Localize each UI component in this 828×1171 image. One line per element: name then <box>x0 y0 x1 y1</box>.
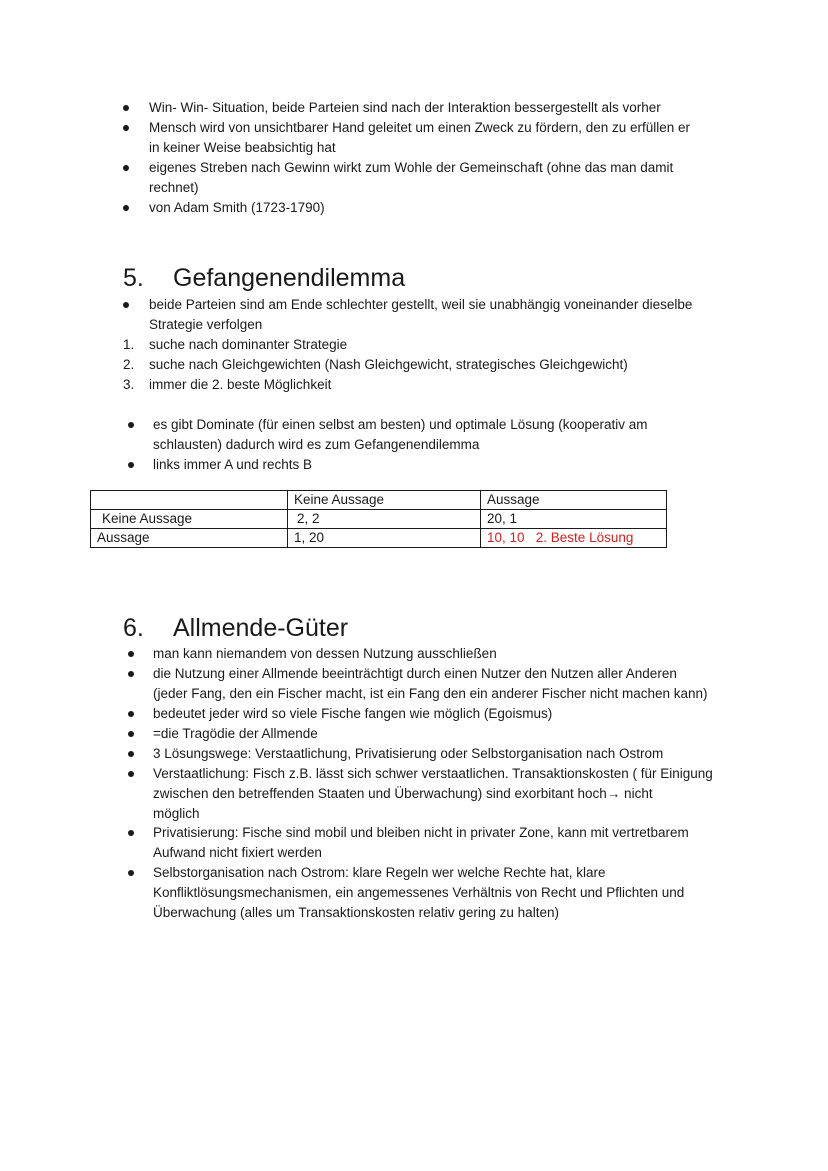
table-row <box>91 510 667 529</box>
bullet-icon <box>128 751 134 757</box>
section-6-line: =die Tragödie der Allmende <box>153 726 318 741</box>
bullet-icon <box>128 830 134 836</box>
intro-bullet-2-cont: in keiner Weise beabsichtig hat <box>149 140 336 155</box>
bullet-icon <box>123 165 129 171</box>
section-6-line: Überwachung (alles um Transaktionskosten relativ gering zu halten) <box>153 905 559 920</box>
intro-bullet-3: eigenes Streben nach Gewinn wirkt zum Wohle der Gemeinschaft (ohne das man damit <box>149 160 674 175</box>
section-6-line: bedeutet jeder wird so viele Fische fangen wie möglich (Egoismus) <box>153 706 553 721</box>
intro-bullet-3-cont: rechnet) <box>149 180 199 195</box>
section-6-line: Privatisierung: Fische sind mobil und bleiben nicht in privater Zone, kann mit vertretbarem <box>153 825 689 840</box>
step-text: suche nach Gleichgewichten (Nash Gleichgewicht, strategisches Gleichgewicht) <box>149 357 628 372</box>
section-5-bullet-1-cont: Strategie verfolgen <box>149 317 263 332</box>
section-5-bullet-1: beide Parteien sind am Ende schlechter gestellt, weil sie unabhängig voneinander dieselbe <box>149 297 693 312</box>
section-6-number: 6. <box>123 614 144 642</box>
payoff-table <box>90 490 667 548</box>
step-text: immer die 2. beste Möglichkeit <box>149 377 332 392</box>
section-5-number: 5. <box>123 264 144 292</box>
bullet-icon <box>128 870 134 876</box>
step-text: suche nach dominanter Strategie <box>149 337 348 352</box>
bullet-icon <box>128 462 134 468</box>
table-cell-highlight: 10, 10 2. Beste Lösung <box>481 529 667 548</box>
section-6-heading <box>123 612 348 644</box>
bullet-icon <box>123 302 129 308</box>
bullet-icon <box>123 125 129 131</box>
table-header-cell: Aussage <box>481 491 667 510</box>
bullet-icon <box>123 105 129 111</box>
bullet-icon <box>128 731 134 737</box>
section-6-line: zwischen den betreffenden Staaten und Überwachung) sind exorbitant hoch→ nicht <box>153 786 653 801</box>
table-row-label: Aussage <box>91 529 288 548</box>
section-6-title: Allmende-Güter <box>173 614 349 642</box>
step-number: 1. <box>123 337 135 352</box>
intro-bullet-1: Win- Win- Situation, beide Parteien sind nach der Interaktion bessergestellt als vorher <box>149 100 661 115</box>
intro-bullet-2: Mensch wird von unsichtbarer Hand geleitet um einen Zweck zu fördern, den zu erfüllen er <box>149 120 691 135</box>
section-6-line: 3 Lösungswege: Verstaatlichung, Privatisierung oder Selbstorganisation nach Ostrom <box>153 746 664 761</box>
table-row-label: Keine Aussage <box>91 510 288 529</box>
section-6-line: möglich <box>153 806 200 821</box>
section-5-bullet-2: es gibt Dominate (für einen selbst am besten) und optimale Lösung (kooperativ am <box>153 417 648 432</box>
section-5-heading <box>123 262 405 294</box>
section-6-line: man kann niemandem von dessen Nutzung ausschließen <box>153 646 497 661</box>
bullet-icon <box>128 651 134 657</box>
table-cell: 20, 1 <box>481 510 667 529</box>
section-6-line: die Nutzung einer Allmende beeinträchtigt durch einen Nutzer den Nutzen aller Anderen <box>153 666 677 681</box>
step-number: 2. <box>123 357 135 372</box>
table-header-cell: Keine Aussage <box>288 491 481 510</box>
section-5-bullet-3: links immer A und rechts B <box>153 457 313 472</box>
bullet-icon <box>128 422 134 428</box>
section-6-line: Selbstorganisation nach Ostrom: klare Regeln wer welche Rechte hat, klare <box>153 865 606 880</box>
bullet-icon <box>128 711 134 717</box>
section-6-line: (jeder Fang, den ein Fischer macht, ist ein Fang den ein anderer Fischer nicht machen kann) <box>153 686 708 701</box>
step-number: 3. <box>123 377 135 392</box>
table-cell: 2, 2 <box>288 510 481 529</box>
intro-bullet-4: von Adam Smith (1723-1790) <box>149 200 325 215</box>
section-5-title: Gefangenendilemma <box>173 264 406 292</box>
table-cell: 1, 20 <box>288 529 481 548</box>
table-row <box>91 529 667 548</box>
table-row <box>91 491 667 510</box>
section-6-line: Konfliktlösungsmechanismen, ein angemessenes Verhältnis von Recht und Pflichten und <box>153 885 685 900</box>
section-6-line: Verstaatlichung: Fisch z.B. lässt sich schwer verstaatlichen. Transaktionskosten ( für Einigung <box>153 766 713 781</box>
bullet-icon <box>128 671 134 677</box>
bullet-icon <box>123 205 129 211</box>
table-cell <box>91 491 288 510</box>
bullet-icon <box>128 771 134 777</box>
section-5-bullet-2-cont: schlausten) dadurch wird es zum Gefangenendilemma <box>153 437 480 452</box>
section-6-line: Aufwand nicht fixiert werden <box>153 845 322 860</box>
